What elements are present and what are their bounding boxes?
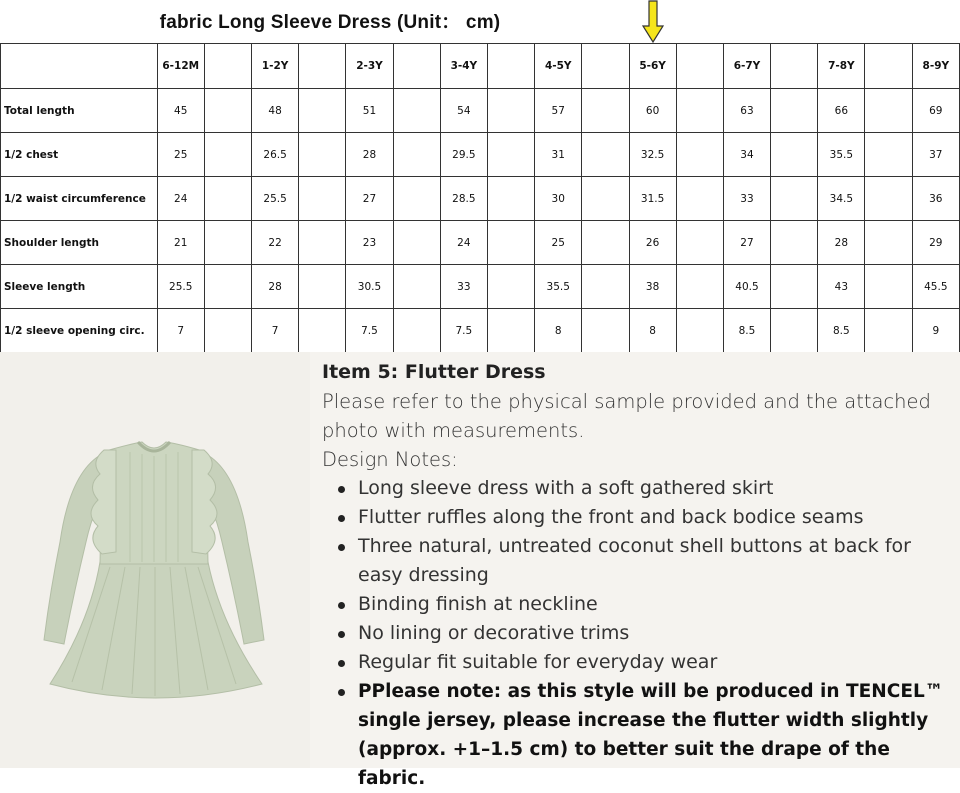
gap-cell bbox=[676, 177, 723, 221]
table-cell: 33 bbox=[440, 265, 487, 309]
gap-cell bbox=[393, 133, 440, 177]
table-cell: 30 bbox=[535, 177, 582, 221]
table-row bbox=[1, 89, 960, 133]
row-label: 1/2 waist circumference bbox=[1, 177, 158, 221]
gap-cell bbox=[582, 177, 629, 221]
design-notes-label: Design Notes: bbox=[322, 448, 458, 471]
size-table bbox=[0, 43, 960, 353]
gap-cell bbox=[865, 221, 912, 265]
gap-cell bbox=[299, 133, 346, 177]
table-cell: 25 bbox=[157, 133, 204, 177]
gap-cell bbox=[582, 221, 629, 265]
gap-cell bbox=[487, 177, 534, 221]
table-cell: 21 bbox=[157, 221, 204, 265]
gap-cell bbox=[676, 221, 723, 265]
table-cell: 24 bbox=[440, 221, 487, 265]
gap-cell bbox=[393, 89, 440, 133]
table-cell: 35.5 bbox=[818, 133, 865, 177]
size-header-8-9Y: 8-9Y bbox=[912, 44, 959, 89]
table-cell: 32.5 bbox=[629, 133, 676, 177]
gap-cell bbox=[771, 309, 818, 353]
list-item: Flutter ruffles along the front and back bodice seams bbox=[358, 503, 954, 532]
table-cell: 8 bbox=[535, 309, 582, 353]
gap-cell bbox=[204, 221, 251, 265]
list-item: Binding finish at neckline bbox=[358, 590, 954, 619]
gap-cell bbox=[299, 89, 346, 133]
item-title: Item 5: Flutter Dress bbox=[322, 361, 546, 383]
gap-cell bbox=[204, 177, 251, 221]
gap-cell bbox=[771, 89, 818, 133]
table-cell: 28 bbox=[252, 265, 299, 309]
gap-cell bbox=[487, 309, 534, 353]
gap-cell bbox=[582, 309, 629, 353]
table-cell: 51 bbox=[346, 89, 393, 133]
gap-cell bbox=[393, 177, 440, 221]
gap-cell bbox=[865, 265, 912, 309]
gap-cell bbox=[393, 265, 440, 309]
gap-cell bbox=[676, 309, 723, 353]
row-label: Sleeve length bbox=[1, 265, 158, 309]
gap-cell bbox=[204, 133, 251, 177]
gap-cell bbox=[299, 265, 346, 309]
table-cell: 43 bbox=[818, 265, 865, 309]
table-cell: 8 bbox=[629, 309, 676, 353]
gap-cell bbox=[865, 133, 912, 177]
gap-cell bbox=[865, 89, 912, 133]
fabric-note: PPlease note: as this style will be produced in TENCEL™ single jersey, please increase the flutter width slightly (approx. +1–1.5 cm) to better suit the drape of the fabric. bbox=[358, 677, 954, 793]
table-cell: 25 bbox=[535, 221, 582, 265]
table-cell: 27 bbox=[346, 177, 393, 221]
header-gap-cell bbox=[204, 44, 251, 89]
size-header-5-6Y: 5-6Y bbox=[629, 44, 676, 89]
table-cell: 57 bbox=[535, 89, 582, 133]
table-cell: 7.5 bbox=[440, 309, 487, 353]
gap-cell bbox=[487, 265, 534, 309]
table-row bbox=[1, 309, 960, 353]
table-cell: 25.5 bbox=[157, 265, 204, 309]
table-cell: 40.5 bbox=[723, 265, 770, 309]
gap-cell bbox=[582, 133, 629, 177]
table-cell: 22 bbox=[252, 221, 299, 265]
gap-cell bbox=[771, 133, 818, 177]
highlight-arrow-icon bbox=[642, 0, 664, 44]
table-cell: 28 bbox=[818, 221, 865, 265]
table-cell: 28.5 bbox=[440, 177, 487, 221]
table-cell: 63 bbox=[723, 89, 770, 133]
gap-cell bbox=[393, 221, 440, 265]
table-cell: 60 bbox=[629, 89, 676, 133]
gap-cell bbox=[299, 177, 346, 221]
table-cell: 34 bbox=[723, 133, 770, 177]
table-cell: 23 bbox=[346, 221, 393, 265]
gap-cell bbox=[865, 177, 912, 221]
table-cell: 31.5 bbox=[629, 177, 676, 221]
table-cell: 28 bbox=[346, 133, 393, 177]
table-cell: 54 bbox=[440, 89, 487, 133]
table-cell: 34.5 bbox=[818, 177, 865, 221]
header-gap-cell bbox=[771, 44, 818, 89]
table-cell: 27 bbox=[723, 221, 770, 265]
list-item: Long sleeve dress with a soft gathered skirt bbox=[358, 474, 954, 503]
design-notes-list bbox=[322, 474, 954, 793]
item-description bbox=[322, 358, 954, 793]
size-header-4-5Y: 4-5Y bbox=[535, 44, 582, 89]
table-row bbox=[1, 221, 960, 265]
header-gap-cell bbox=[393, 44, 440, 89]
table-cell: 9 bbox=[912, 309, 959, 353]
header-gap-cell bbox=[582, 44, 629, 89]
gap-cell bbox=[487, 221, 534, 265]
table-cell: 29 bbox=[912, 221, 959, 265]
gap-cell bbox=[582, 89, 629, 133]
size-header-3-4Y: 3-4Y bbox=[440, 44, 487, 89]
table-cell: 26.5 bbox=[252, 133, 299, 177]
gap-cell bbox=[204, 309, 251, 353]
table-cell: 31 bbox=[535, 133, 582, 177]
table-cell: 29.5 bbox=[440, 133, 487, 177]
size-header-1-2Y: 1-2Y bbox=[252, 44, 299, 89]
gap-cell bbox=[204, 265, 251, 309]
size-header-6-7Y: 6-7Y bbox=[723, 44, 770, 89]
row-label: Shoulder length bbox=[1, 221, 158, 265]
table-cell: 48 bbox=[252, 89, 299, 133]
gap-cell bbox=[299, 309, 346, 353]
table-cell: 45 bbox=[157, 89, 204, 133]
header-gap-cell bbox=[865, 44, 912, 89]
table-cell: 7 bbox=[157, 309, 204, 353]
table-cell: 66 bbox=[818, 89, 865, 133]
gap-cell bbox=[676, 265, 723, 309]
table-row bbox=[1, 177, 960, 221]
row-label: 1/2 chest bbox=[1, 133, 158, 177]
header-gap-cell bbox=[487, 44, 534, 89]
gap-cell bbox=[204, 89, 251, 133]
table-cell: 69 bbox=[912, 89, 959, 133]
size-header-6-12M: 6-12M bbox=[157, 44, 204, 89]
table-cell: 38 bbox=[629, 265, 676, 309]
gap-cell bbox=[393, 309, 440, 353]
header-empty-cell bbox=[1, 44, 158, 89]
table-cell: 8.5 bbox=[723, 309, 770, 353]
header-gap-cell bbox=[676, 44, 723, 89]
gap-cell bbox=[771, 177, 818, 221]
gap-cell bbox=[582, 265, 629, 309]
header-gap-cell bbox=[299, 44, 346, 89]
table-cell: 25.5 bbox=[252, 177, 299, 221]
table-cell: 30.5 bbox=[346, 265, 393, 309]
dress-image bbox=[30, 422, 280, 702]
table-cell: 45.5 bbox=[912, 265, 959, 309]
item-intro: Please refer to the physical sample provided and the attached photo with measurements. bbox=[322, 390, 931, 442]
table-cell: 7 bbox=[252, 309, 299, 353]
list-item: Three natural, untreated coconut shell buttons at back for easy dressing bbox=[358, 532, 954, 590]
table-header-row bbox=[1, 44, 960, 89]
table-row bbox=[1, 133, 960, 177]
list-item: Regular fit suitable for everyday wear bbox=[358, 648, 954, 677]
list-item: No lining or decorative trims bbox=[358, 619, 954, 648]
row-label: 1/2 sleeve opening circ. bbox=[1, 309, 158, 353]
size-header-2-3Y: 2-3Y bbox=[346, 44, 393, 89]
gap-cell bbox=[771, 265, 818, 309]
gap-cell bbox=[865, 309, 912, 353]
chart-title: fabric Long Sleeve Dress (Unit： cm) bbox=[159, 12, 501, 33]
gap-cell bbox=[676, 89, 723, 133]
gap-cell bbox=[676, 133, 723, 177]
table-row bbox=[1, 265, 960, 309]
table-cell: 35.5 bbox=[535, 265, 582, 309]
row-label: Total length bbox=[1, 89, 158, 133]
gap-cell bbox=[487, 133, 534, 177]
gap-cell bbox=[299, 221, 346, 265]
gap-cell bbox=[771, 221, 818, 265]
table-cell: 37 bbox=[912, 133, 959, 177]
table-cell: 26 bbox=[629, 221, 676, 265]
table-cell: 24 bbox=[157, 177, 204, 221]
table-cell: 7.5 bbox=[346, 309, 393, 353]
size-header-7-8Y: 7-8Y bbox=[818, 44, 865, 89]
table-cell: 8.5 bbox=[818, 309, 865, 353]
product-photo bbox=[0, 352, 310, 768]
table-cell: 36 bbox=[912, 177, 959, 221]
gap-cell bbox=[487, 89, 534, 133]
lower-section bbox=[0, 352, 960, 789]
table-cell: 33 bbox=[723, 177, 770, 221]
